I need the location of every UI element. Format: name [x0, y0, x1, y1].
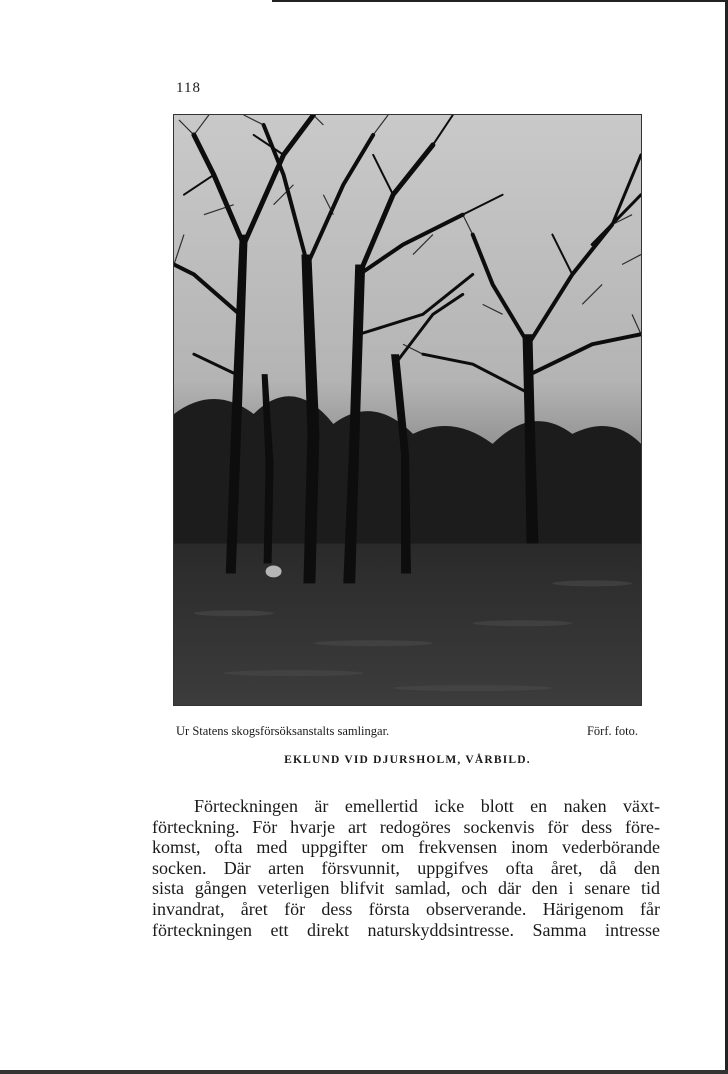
- body-line: förteckning. För hvarje art redogöres sockenvis för dess före-: [152, 816, 660, 837]
- page-number: 118: [176, 80, 201, 96]
- photo-forest-oaks-icon: [174, 115, 641, 705]
- page-edge-bottom: [0, 1070, 728, 1074]
- body-line: sista gången veterligen blifvit samlad, och där den i senare tid: [152, 878, 660, 899]
- body-line: socken. Där arten försvunnit, uppgifves ofta året, då den: [152, 857, 660, 878]
- figure-caption: EKLUND VID DJURSHOLM, VÅRBILD.: [284, 754, 531, 766]
- forest-photo: [173, 114, 642, 706]
- body-line: komst, ofta med uppgifter om frekvensen inom vederbörande: [152, 837, 660, 858]
- page-edge-top: [272, 0, 728, 2]
- photo-credit-source: Ur Statens skogsförsöksanstalts samlingar.: [176, 724, 390, 738]
- body-line: Förteckningen är emellertid icke blott en naken växt-: [194, 796, 660, 816]
- body-line: invandrat, året för dess första observerande. Härigenom får: [152, 898, 660, 919]
- body-line: förteckningen ett direkt naturskyddsintresse. Samma intresse: [152, 919, 660, 940]
- body-paragraph: [152, 796, 660, 940]
- photo-credit-photographer: Förf. foto.: [586, 724, 638, 738]
